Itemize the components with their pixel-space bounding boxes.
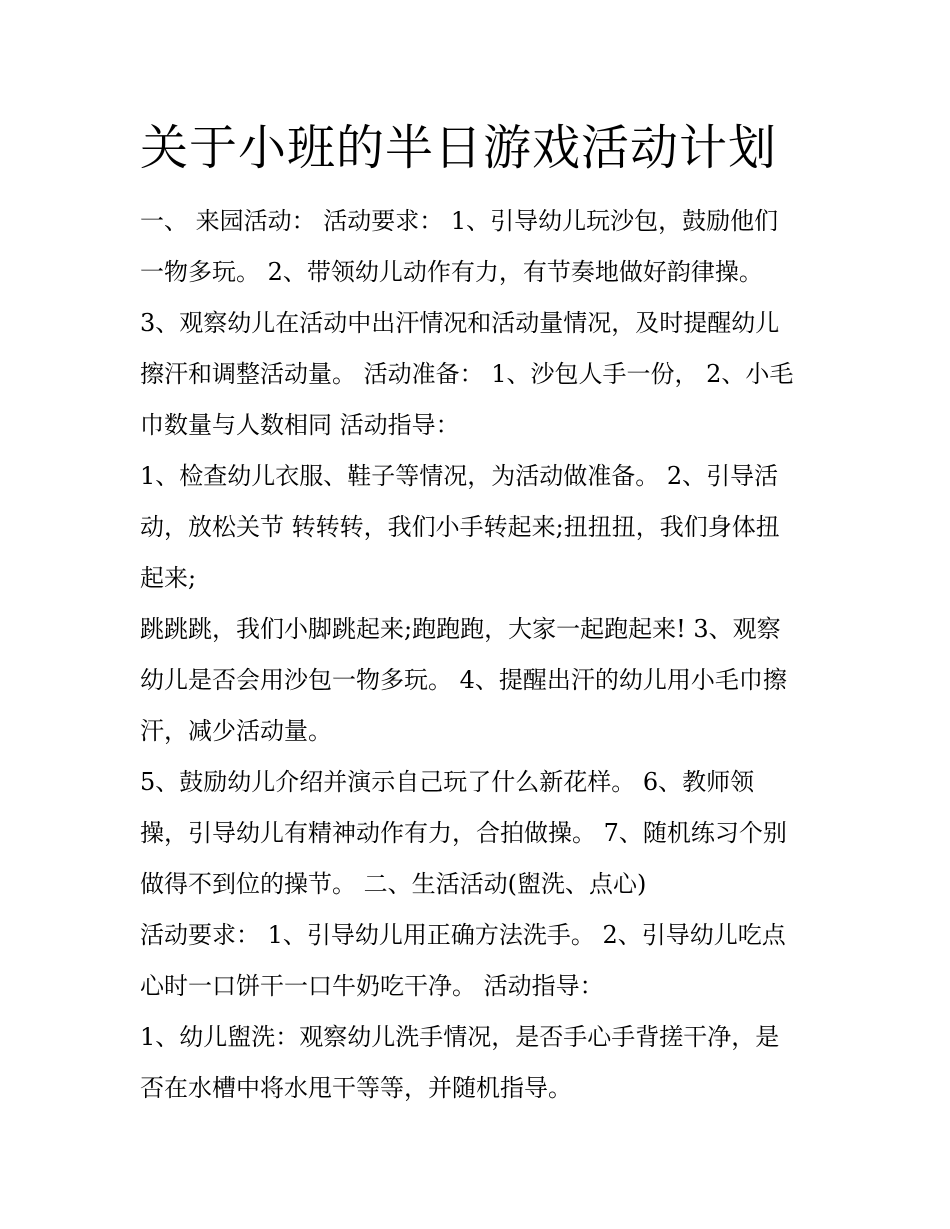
- text-line-9: 跳跳跳，我们小脚跳起来;跑跑跑，大家一起跑起来! 3、观察: [140, 615, 781, 643]
- text-line-4: 擦汗和调整活动量。 活动准备： 1、沙包人手一份， 2、小毛: [140, 360, 794, 388]
- text-line-13: 操，引导幼儿有精神动作有力，合拍做操。 7、随机练习个别: [140, 819, 787, 847]
- text-line-11: 汗，减少活动量。: [140, 717, 332, 745]
- document-body: [140, 196, 820, 1114]
- text-line-5: 巾数量与人数相同 活动指导：: [140, 411, 460, 439]
- text-line-16: 心时一口饼干一口牛奶吃干净。 活动指导：: [140, 972, 604, 1000]
- text-line-14: 做得不到位的操节。 二、生活活动(盥洗、点心): [140, 870, 647, 898]
- text-line-8: 起来;: [140, 564, 197, 592]
- text-line-10: 幼儿是否会用沙包一物多玩。 4、提醒出汗的幼儿用小毛巾擦: [140, 666, 787, 694]
- text-line-6: 1、检查幼儿衣服、鞋子等情况，为活动做准备。 2、引导活: [140, 462, 779, 490]
- text-line-15: 活动要求： 1、引导幼儿用正确方法洗手。 2、引导幼儿吃点: [140, 921, 786, 949]
- text-line-17: 1、幼儿盥洗：观察幼儿洗手情况，是否手心手背搓干净，是: [140, 1023, 780, 1051]
- text-line-18: 否在水槽中将水甩干等等，并随机指导。: [140, 1074, 572, 1102]
- document-title: 关于小班的半日游戏活动计划: [140, 120, 778, 176]
- text-line-7: 动，放松关节 转转转，我们小手转起来;扭扭扭，我们身体扭: [140, 513, 780, 541]
- text-line-2: 一物多玩。 2、带领幼儿动作有力，有节奏地做好韵律操。: [140, 258, 763, 286]
- text-line-1: 一、 来园活动： 活动要求： 1、引导幼儿玩沙包，鼓励他们: [140, 207, 779, 235]
- text-line-12: 5、鼓励幼儿介绍并演示自己玩了什么新花样。 6、教师领: [140, 768, 755, 796]
- text-line-3: 3、观察幼儿在活动中出汗情况和活动量情况，及时提醒幼儿: [140, 309, 780, 337]
